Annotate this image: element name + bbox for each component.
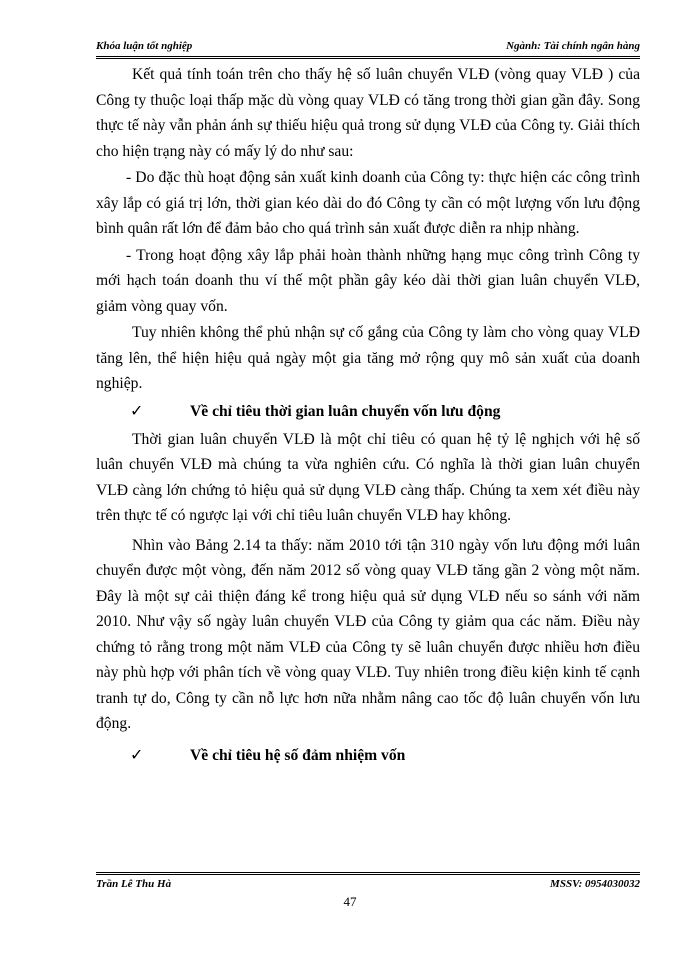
paragraph-reason-construction: - Trong hoạt động xây lắp phải hoàn thành những hạng mục công trình Công ty mới hạch toán doanh thu ví thế một phần gây kéo dài thời gian luân chuyển VLĐ, giảm vòng quay vốn. — [96, 246, 640, 315]
section-heading-text: Về chỉ tiêu hệ số đảm nhiệm vốn — [190, 746, 406, 764]
footer-author: Trần Lê Thu Hà — [96, 878, 172, 890]
footer-student-id: MSSV: 0954030032 — [550, 878, 640, 890]
section-heading-capital-ratio — [96, 743, 640, 769]
header-thesis-label: Khóa luận tốt nghiệp — [96, 40, 193, 52]
header-major-label: Ngành: Tài chính ngân hàng — [506, 40, 640, 52]
page-header — [96, 38, 640, 59]
page-footer — [96, 872, 640, 893]
page-body — [96, 62, 640, 771]
checkmark-icon: ✓ — [130, 402, 144, 420]
section-heading-text: Về chỉ tiêu thời gian luân chuyển vốn lưu động — [190, 402, 501, 420]
page-number: 47 — [343, 894, 357, 909]
paragraph-company-effort: Tuy nhiên không thể phủ nhận sự cố gắng của Công ty làm cho vòng quay VLĐ tăng lên, thể hiện hiệu quả ngày một gia tăng mở rộng quy mô sản xuất của doanh nghiệp. — [96, 324, 640, 392]
paragraph-table-analysis: Nhìn vào Bảng 2.14 ta thấy: năm 2010 tới tận 310 ngày vốn lưu động mới luân chuyển được một vòng, đến năm 2012 số vòng quay VLĐ tăng gần 2 vòng một năm. Đây là một sự cải thiện đáng kể trong hiệu quả sử dụng VLĐ nếu so sánh với năm 2010. Như vậy số ngày luân chuyển VLĐ của Công ty giảm qua các năm. Điều này chứng tỏ rằng trong một năm VLĐ của Công ty sẽ luân chuyển được nhiều hơn điều này phù hợp với phân tích về vòng quay VLĐ. Tuy nhiên trong điều kiện kinh tế cạnh tranh tự do, Công ty cần nỗ lực hơn nữa nhằm nâng cao tốc độ luân chuyển vốn lưu động. — [96, 536, 640, 732]
paragraph-reason-business: - Do đặc thù hoạt động sản xuất kinh doanh của Công ty: thực hiện các công trình xây lắp có giá trị lớn, thời gian kéo dài do đó Công ty cần có một lượng vốn lưu động bình quân rất lớn để đảm bảo cho quá trình sản xuất được diễn ra nhịp nhàng. — [96, 169, 640, 237]
paragraph-turnover-time: Thời gian luân chuyển VLĐ là một chỉ tiêu có quan hệ tỷ lệ nghịch với hệ số luân chuyển VLĐ mà chúng ta vừa nghiên cứu. Có nghĩa là thời gian luân chuyển VLĐ càng lớn chứng tỏ hiệu quả sử dụng VLĐ càng thấp. Chúng ta xem xét điều này trên thực tế có ngược lại với chỉ tiêu luân chuyển VLĐ hay không. — [96, 430, 640, 524]
checkmark-icon: ✓ — [130, 746, 144, 764]
paragraph-turnover-result: Kết quả tính toán trên cho thấy hệ số luân chuyển VLĐ (vòng quay VLĐ ) của Công ty thuộc loại thấp mặc dù vòng quay VLĐ có tăng trong thời gian gần đây. Song thực tế này vẫn phản ánh sự thiếu hiệu quả trong sử dụng VLĐ của Công ty. Giải thích cho hiện trạng này có mấy lý do như sau: — [96, 66, 640, 160]
section-heading-turnover-time — [96, 399, 640, 425]
